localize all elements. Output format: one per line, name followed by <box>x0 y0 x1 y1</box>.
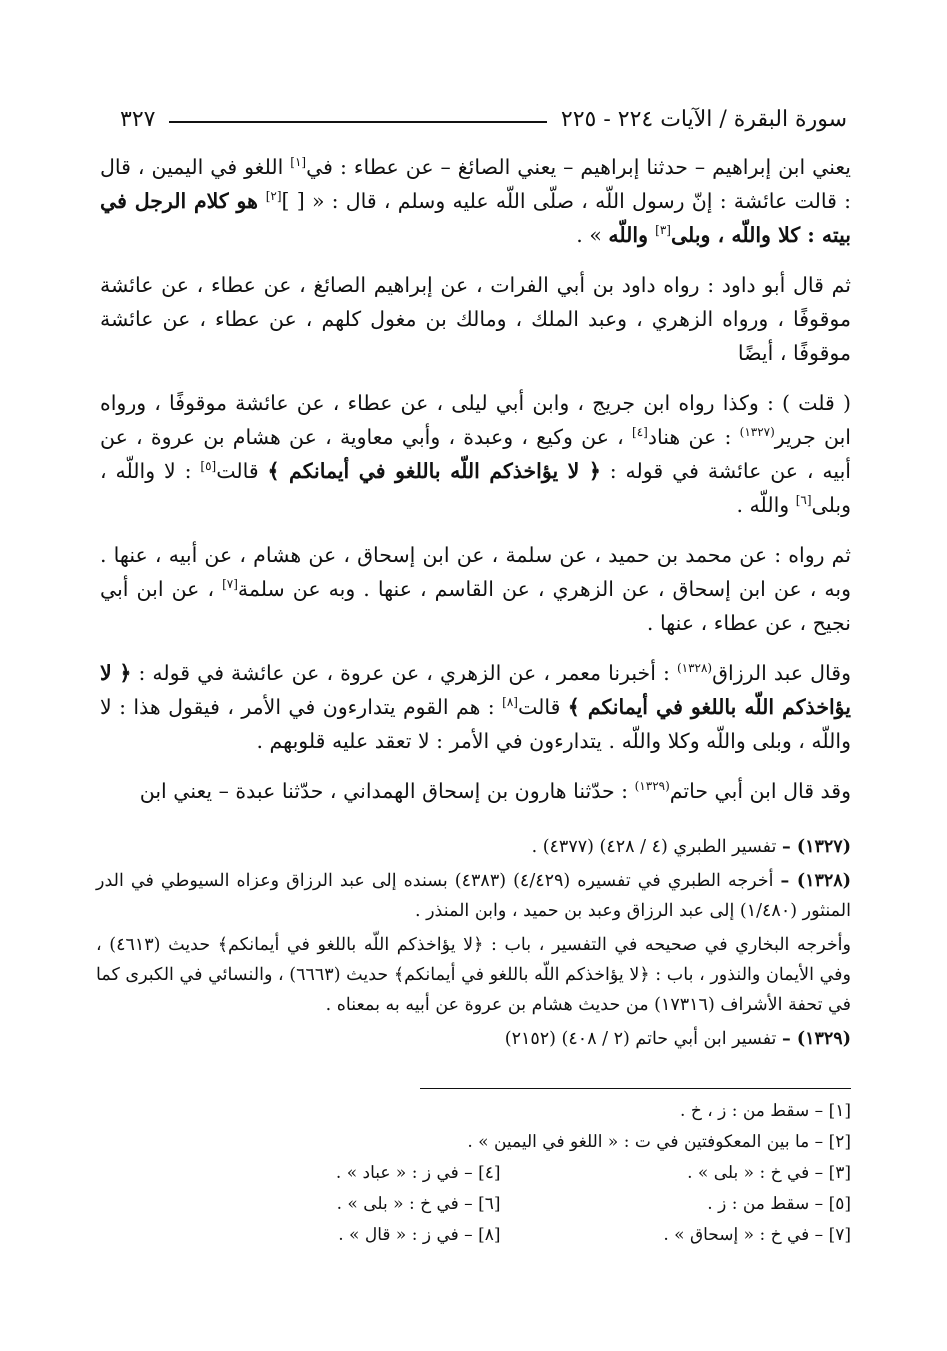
footnote-marker: (١٣٢٩) <box>634 779 670 794</box>
footnote-marker: [٨] <box>502 695 518 710</box>
text-run: : عن هناد <box>647 425 740 449</box>
footnote-text: تفسير الطبري (٤ / ٤٢٨) (٤٣٧٧) . <box>531 837 782 857</box>
paragraph <box>100 268 851 370</box>
text-run: ثم قال أبو داود : رواه داود بن أبي الفرات ، عن إبراهيم الصائغ ، عن عطاء ، عن عائشة موقوفًا ، ورواه الزهري ، وعبد الملك ، ومالك بن مغول كلهم ، عن عطاء ، عن عائشة موقوفًا ، أيضًا <box>100 273 851 365</box>
text-run: : هم القوم يتدارءون في الأمر ، فيقول هذا : لا واللّه ، وبلى واللّه وكلا واللّه . يتدارءون في الأمر : لا تعقد عليه قلوبهم . <box>100 695 851 753</box>
footnote-marker: (١٣٢٧) <box>739 425 775 440</box>
variant-row <box>150 1158 851 1189</box>
variant-note: [٤] – في ز : « عباد » . <box>335 1163 501 1183</box>
footnote-marker: [٧] <box>222 577 238 592</box>
variant-note: [٢] – ما بين المعكوفتين في ت : « اللغو في اليمين » . <box>467 1132 851 1152</box>
variant-row <box>150 1189 851 1220</box>
footnote-text: تفسير ابن أبي حاتم (٢ / ٤٠٨) (٢١٥٢) <box>504 1029 782 1049</box>
running-head-rule <box>169 121 546 123</box>
text-run: : حدّثنا هارون بن إسحاق الهمداني ، حدّثنا عبدة – يعني ابن <box>139 779 635 803</box>
variant-row <box>150 1127 851 1158</box>
text-run: اللغو في اليمين ، قال : قالت عائشة : إنّ رسول اللّه ، صلّى اللّه عليه وسلم ، قال : « [ ] <box>100 155 851 213</box>
footnote-marker: (١٣٢٨) <box>676 661 713 676</box>
text-run: قالت <box>216 459 268 483</box>
variant-note: [٧] – في خ : « إسحاق » . <box>663 1225 851 1245</box>
footnote-marker: [٢] <box>265 189 282 204</box>
footnote <box>96 832 851 862</box>
text-run: ﴿ لا يؤاخذكم اللّه باللغو في أيمانكم ﴾ <box>267 459 601 483</box>
manuscript-variants <box>150 1096 851 1251</box>
footnote-number: (١٣٢٧) – <box>781 837 851 857</box>
footnote-text: أخرجه الطبري في تفسيره (٤/٤٢٩) (٤٣٨٣) بسنده إلى عبد الرزاق وعزاه السيوطي في الدر المنثور (١/٤٨٠) إلى عبد الرزاق وعبد بن حميد ، وابن المنذر . <box>96 871 851 921</box>
text-run: واللّه <box>608 223 656 247</box>
variant-note: [٥] – سقط من : ز . <box>707 1194 851 1214</box>
paragraph <box>100 538 851 640</box>
variant-note: [٦] – في خ : « بلى » . <box>336 1194 501 1214</box>
commentary-footnotes <box>96 832 851 1058</box>
footnote-marker: [٤] <box>632 425 648 440</box>
text-run: ، عن وكيع ، وعبدة ، وأبي معاوية ، عن هشام بن عروة ، عن أبيه ، عن عائشة في قوله : <box>100 425 851 483</box>
text-run: » . <box>576 223 609 247</box>
footnote-marker: [٦] <box>795 493 812 508</box>
footnote-number: (١٣٢٩) – <box>781 1029 851 1049</box>
text-run: هو كلام الرجل في بيته : كلا واللّه ، وبلى <box>100 189 851 247</box>
text-run: : أخبرنا معمر ، عن الزهري ، عن عروة ، عن عائشة في قوله : <box>131 661 677 685</box>
text-run: وقال عبد الرزاق <box>712 661 851 685</box>
running-head-title: سورة البقرة / الآيات ٢٢٤ - ٢٢٥ <box>560 107 847 132</box>
variant-note: [٣] – في خ : « بلى » . <box>687 1163 851 1183</box>
text-run: قالت <box>517 695 568 719</box>
text-run: ، عن ابن أبي نجيح ، عن عطاء ، عنها . <box>100 577 851 635</box>
footnote-marker: [١] <box>290 155 307 170</box>
paragraph <box>100 386 851 522</box>
text-run: : لا واللّه ، وبلى <box>100 459 851 517</box>
main-text <box>100 150 851 824</box>
running-head <box>120 92 847 132</box>
page-number: ٣٢٧ <box>120 107 156 132</box>
variant-note: [١] – سقط من : ز ، خ . <box>680 1101 851 1121</box>
variant-row <box>150 1220 851 1251</box>
footnote-number: (١٣٢٨) – <box>780 871 851 891</box>
text-run: يعني ابن إبراهيم – حدثنا إبراهيم – يعني الصائغ – عن عطاء : في <box>306 155 851 179</box>
footnote <box>96 930 851 1020</box>
paragraph <box>100 656 851 758</box>
variant-note: [٨] – في ز : « قال » . <box>338 1225 501 1245</box>
paragraph <box>100 150 851 252</box>
variant-row <box>150 1096 851 1127</box>
footnote-text: وأخرجه البخاري في صحيحه في التفسير ، باب : ﴿لا يؤاخذكم اللّه باللغو في أيمانكم﴾ حديث (٤٦١٣) ، وفي الأيمان والنذور ، باب : ﴿لا يؤاخذكم اللّه باللغو في أيمانكم﴾ حديث (٦٦٦٣) ، والنسائي في الكبرى كما في تحفة الأشراف (١٧٣١٦) من حديث هشام بن عروة عن أبيه به بمعناه . <box>96 935 851 1015</box>
footnote <box>96 866 851 926</box>
footnote-marker: [٥] <box>200 459 217 474</box>
text-run: ( قلت ) : وكذا رواه ابن جريج ، وابن أبي ليلى ، عن عطاء ، عن عائشة موقوفًا ، ورواه ابن جرير <box>100 391 852 449</box>
footnote <box>96 1024 851 1054</box>
text-run: ﴿ لا يؤاخذكم اللّه باللغو في أيمانكم ﴾ <box>100 661 851 719</box>
paragraph <box>100 774 851 808</box>
footnote-separator <box>420 1088 851 1089</box>
footnote-marker: [٣] <box>655 223 671 238</box>
text-run: واللّه . <box>736 493 796 517</box>
text-run: وقد قال ابن أبي حاتم <box>669 779 851 803</box>
text-run: ثم رواه : عن محمد بن حميد ، عن سلمة ، عن ابن إسحاق ، عن هشام ، عن أبيه ، عنها . وبه ، عن ابن إسحاق ، عن الزهري ، عن القاسم ، عنها . وبه عن سلمة <box>100 543 851 601</box>
